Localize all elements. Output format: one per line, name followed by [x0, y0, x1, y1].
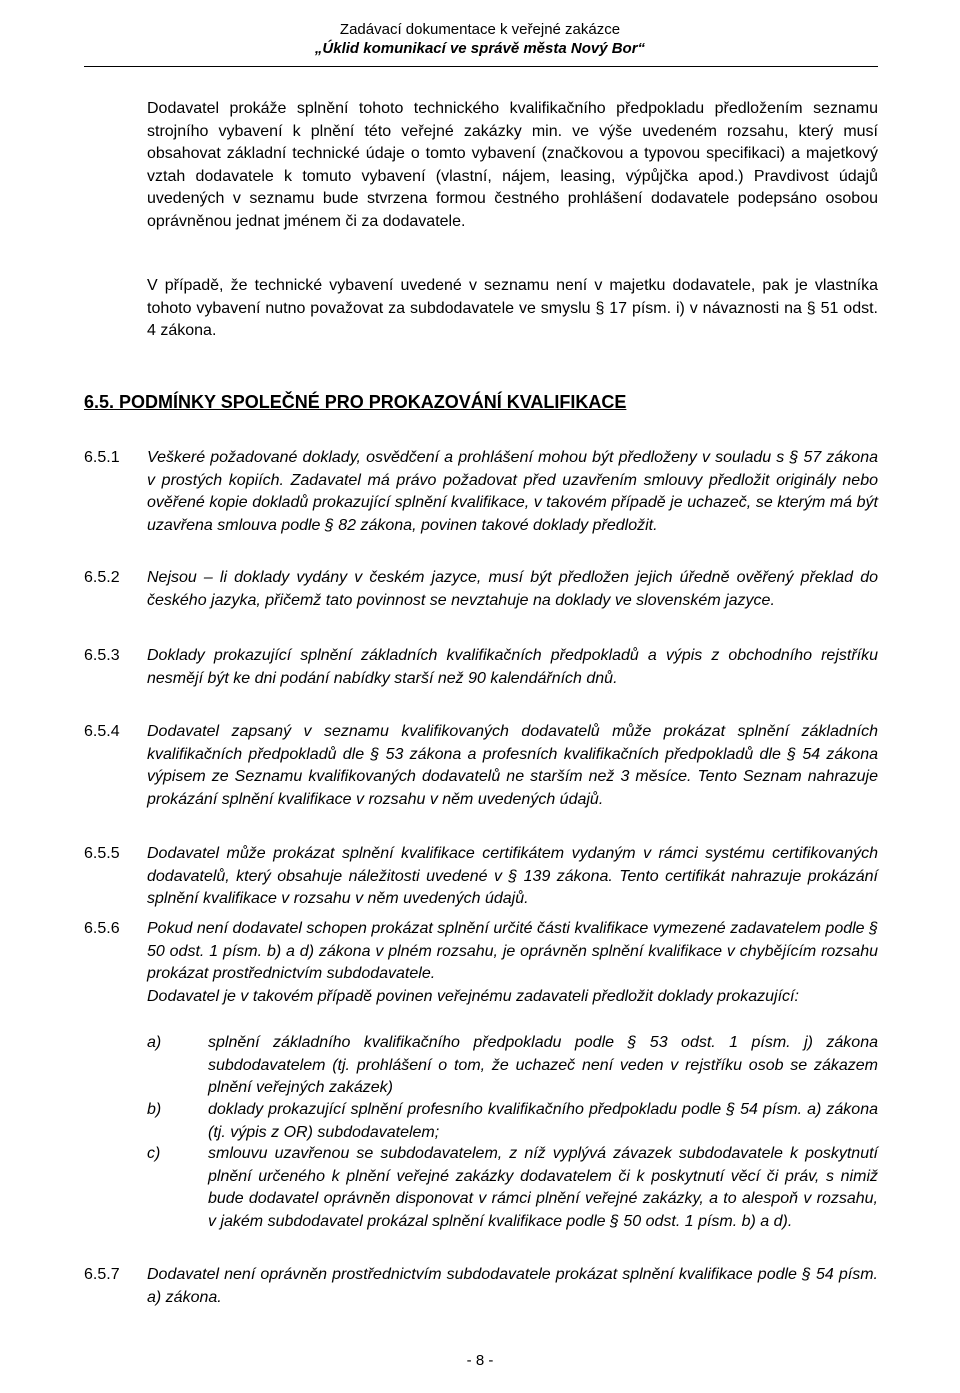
subitem-text: doklady prokazující splnění profesního kvalifikačního předpokladu podle § 54 písm. a) zákona (tj. výpis z OR) subdodavatelem; — [208, 1101, 878, 1141]
item-number: 6.5.6 — [84, 920, 120, 937]
item-text: Veškeré požadované doklady, osvědčení a prohlášení mohou být předloženy v souladu s § 57 zákona v prostých kopiích. Zadavatel má právo požadovat před uzavřením smlouvy předložit originály nebo ověřené kopie dokladů prokazující splnění kvalifikace, v takovém případě je uchazeč, se kterým má být uzavřena smlouva podle § 82 zákona, povinen takové doklady předložit. — [147, 449, 878, 534]
header-title: Zadávací dokumentace k veřejné zakázce — [339, 21, 621, 38]
subitem-label: c) — [147, 1145, 161, 1162]
item-text: Dodavatel může prokázat splnění kvalifikace certifikátem vydaným v rámci systému certifikovaných dodavatelů, který obsahuje náležitosti uvedené v § 139 zákona. Tento certifikát nahrazuje prokázání splnění kvalifikace v rozsahu v něm uvedených údajů. — [147, 845, 878, 907]
subitem-text: splnění základního kvalifikačního předpokladu podle § 53 odst. 1 písm. j) zákona subdodavatelem (tj. prohlášení o tom, že uchazeč není veden v rejstříku osob se zákazem plnění veřejných zakázek) — [208, 1034, 878, 1096]
page-number: - 8 - — [466, 1352, 494, 1369]
subitem-label: b) — [147, 1101, 162, 1118]
item-number: 6.5.3 — [84, 647, 120, 664]
item-number: 6.5.7 — [84, 1266, 120, 1283]
item-number: 6.5.1 — [84, 449, 120, 466]
item-number: 6.5.2 — [84, 569, 120, 586]
item-text: Pokud není dodavatel schopen prokázat splnění určité části kvalifikace vymezené zadavatelem podle § 50 odst. 1 písm. b) a d) zákona v plném rozsahu, je oprávněn splnění kvalifikace v chybějícím rozsahu prokázat prostřednictvím subdodavatele. — [147, 920, 878, 982]
subitem-label: a) — [147, 1034, 162, 1051]
item-number: 6.5.4 — [84, 723, 120, 740]
document-header — [0, 20, 960, 58]
intro-paragraph-2: V případě, že technické vybavení uvedené v seznamu není v majetku dodavatele, pak je vlastníka tohoto vybavení nutno považovat za subdodavatele ve smyslu § 17 písm. i) v návaznosti na § 51 odst. 4 zákona. — [147, 277, 878, 339]
item-text: Doklady prokazující splnění základních kvalifikačních předpokladů a výpis z obchodního rejstříku nesmějí být ke dni podání nabídky starší než 90 kalendářních dnů. — [147, 647, 878, 687]
item-number: 6.5.5 — [84, 845, 120, 862]
section-heading: 6.5. PODMÍNKY SPOLEČNÉ PRO PROKAZOVÁNÍ KVALIFIKACE — [84, 392, 627, 412]
subitem-text: smlouvu uzavřenou se subdodavatelem, z níž vyplývá závazek subdodavatele k poskytnutí plnění určeného k plnění veřejné zakázky dodavatelem či k poskytnutí věcí či práv, s nimiž bude dodavatel oprávněn disponovat v rámci plnění veřejné zakázky, a to alespoň v rozsahu, v jakém subdodavatel prokázal splnění kvalifikace podle § 50 odst. 1 písm. b) a d). — [208, 1145, 878, 1230]
item-text: Nejsou – li doklady vydány v českém jazyce, musí být předložen jejich úředně ověřený překlad do českého jazyka, přičemž tato povinnost se nevztahuje na doklady ve slovenském jazyce. — [147, 569, 878, 609]
item-text-continued: Dodavatel je v takovém případě povinen veřejnému zadavateli předložit doklady prokazující: — [147, 988, 799, 1005]
header-project-name: „Úklid komunikací ve správě města Nový Bor“ — [314, 40, 646, 57]
item-text: Dodavatel není oprávněn prostřednictvím subdodavatele prokázat splnění kvalifikace podle § 54 písm. a) zákona. — [147, 1266, 878, 1306]
intro-paragraph-1: Dodavatel prokáže splnění tohoto technického kvalifikačního předpokladu předložením seznamu strojního vybavení k plnění této veřejné zakázky min. ve výše uvedeném rozsahu, který musí obsahovat základní technické údaje o tomto vybavení (značkovou a typovou specifikaci) a majetkový vztah dodavatele k tomuto vybavení (vlastní, nájem, leasing, výpůjčka apod.) Pravdivost údajů uvedených v seznamu bude stvrzena formou čestného prohlášení dodavatele podepsáno osobou oprávněnou jednat jménem či za dodavatele. — [147, 100, 878, 230]
header-divider — [84, 66, 878, 67]
item-text: Dodavatel zapsaný v seznamu kvalifikovaných dodavatelů může prokázat splnění základních kvalifikačních předpokladů dle § 53 zákona a profesních kvalifikačních předpokladů dle § 54 zákona výpisem ze Seznamu kvalifikovaných dodavatelů ne starším než 3 měsíce. Tento Seznam nahrazuje prokázání splnění kvalifikace v rozsahu v něm uvedených údajů. — [147, 723, 878, 808]
